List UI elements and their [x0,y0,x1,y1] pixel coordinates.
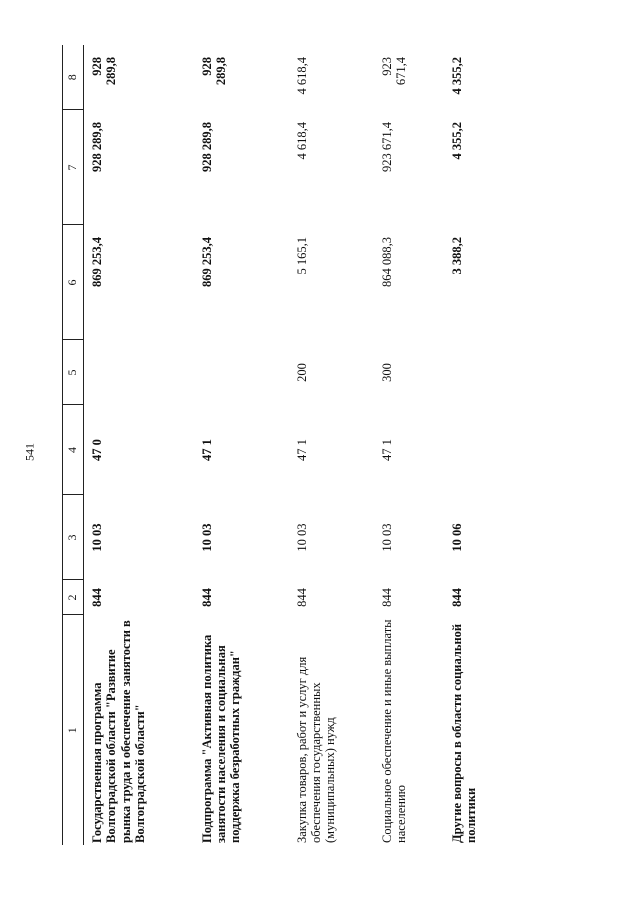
row-name: Подпрограмма "Активная политика занятости населения и социальная поддержка безработных граждан" [199,634,243,843]
cell-expense-type: 300 [379,363,394,382]
cell-expense-type: 200 [294,363,309,382]
column-header: 4 [63,405,84,495]
column-header: 8 [63,45,84,110]
cell-target: 47 0 [90,439,104,461]
row-name: Закупка товаров, работ и услуг для обеспечения государственных (муниципальных) нужд [294,656,338,843]
cell-amount: 4 618,4 [294,57,309,95]
cell-amount: 3 388,2 [449,237,464,275]
cell-amount: 923 671,4 [379,57,408,86]
cell-expense-type [194,340,289,405]
cell-ministry: 844 [90,588,104,607]
cell-amount: 4 355,2 [449,122,464,160]
cell-target: 47 1 [199,439,214,461]
row-name: Государственная программа Волгоградской области "Развитие рынка труда и обеспечение занятости в Волгоградской области" [90,620,148,843]
cell-amount: 928 289,8 [90,57,119,86]
column-header: 2 [63,580,84,615]
cell-target: 47 1 [294,439,309,461]
cell-amount: 869 253,4 [199,237,214,287]
table-row [194,45,289,845]
cell-section: 10 03 [199,523,214,552]
row-name: Социальное обеспечение и иные выплаты населению [379,619,408,843]
cell-amount: 869 253,4 [90,237,104,287]
cell-ministry: 844 [379,588,394,607]
cell-section: 10 06 [449,523,464,552]
cell-target: 47 1 [379,439,394,461]
cell-section: 10 03 [90,523,104,552]
cell-section: 10 03 [294,523,309,552]
column-header: 3 [63,495,84,580]
cell-ministry: 844 [449,588,464,607]
table-row [84,45,194,845]
cell-amount: 5 165,1 [294,237,309,275]
cell-expense-type [444,340,514,405]
cell-expense-type [84,340,194,405]
column-header: 5 [63,340,84,405]
cell-ministry: 844 [199,588,214,607]
column-header: 1 [63,615,84,845]
column-header: 7 [63,110,84,225]
cell-amount: 864 088,3 [379,237,394,287]
budget-table [62,45,514,845]
cell-ministry: 844 [294,588,309,607]
cell-amount: 4 618,4 [294,122,309,160]
row-name: Другие вопросы в области социальной политики [449,623,478,843]
cell-amount: 4 355,2 [449,57,464,95]
cell-section: 10 03 [379,523,394,552]
page-number: 541 [22,443,37,461]
column-header: 6 [63,225,84,340]
cell-amount: 928 289,8 [199,122,214,172]
cell-amount: 928 289,8 [199,57,228,86]
cell-amount: 923 671,4 [379,122,394,172]
cell-target [444,405,514,495]
table-row [444,45,514,845]
header-row [63,45,84,845]
cell-amount: 928 289,8 [90,122,104,172]
table-row [289,45,374,845]
table-row [374,45,444,845]
budget-table-container [62,45,612,845]
